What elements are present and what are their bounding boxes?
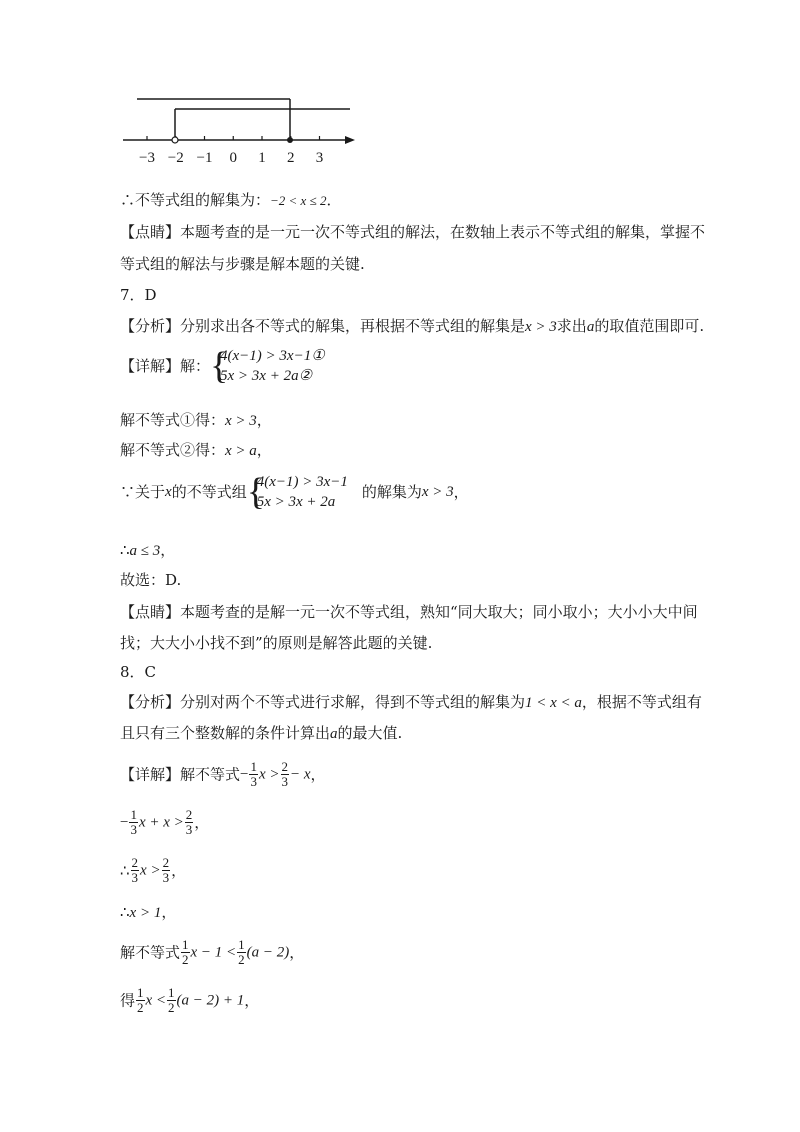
fraction: $\frac{1}{3}$	[250, 759, 257, 789]
line-detail-7: 【详解】解： { 4(x−1) > 3x−1① 5x > 3x + 2a②	[120, 345, 325, 387]
line-solution-set: ∴不等式组的解集为：−2 < x ≤ 2．	[120, 191, 342, 209]
axis-arrow	[345, 136, 355, 144]
fraction: $\frac{1}{3}$	[130, 807, 137, 837]
line-key-point-2: 【点睛】本题考查的是解一元一次不等式组，熟知“同大取大；同小取小；大小小大中间	[120, 603, 698, 621]
fraction: $\frac{2}{3}$	[185, 807, 193, 837]
line-step-8-2: ∴ $\frac{2}{3}$ x > $\frac{2}{3}$ ，	[120, 855, 187, 885]
line-because: ∵关于x的不等式组 { 4(x−1) > 3x−1 5x > 3x + 2a 的解集为x > 3，	[120, 471, 469, 513]
line-step-8-4: 解不等式 $\frac{1}{2}$ x − 1 < $\frac{1}{2}$ (a − 2)，	[120, 937, 305, 967]
inequality-system-1: { 4(x−1) > 3x−1① 5x > 3x + 2a②	[210, 345, 325, 387]
tick-label: 3	[315, 150, 324, 166]
line-key-point-1-cont: 等式组的解法与步骤是解本题的关键.	[120, 255, 365, 273]
open-point-minus-2	[172, 137, 178, 143]
answer-7: 7．D	[120, 286, 157, 304]
line-detail-8: 【详解】解不等式− $\frac{1}{3}$ x > $\frac{2}{3}$ − x，	[120, 759, 326, 789]
line-analysis-8: 【分析】分别对两个不等式进行求解，得到不等式组的解集为1 < x < a，根据不等式组有	[120, 693, 702, 711]
line-analysis-8-cont: 且只有三个整数解的条件计算出a的最大值.	[120, 724, 403, 742]
number-line-figure	[115, 88, 365, 170]
fraction: $\frac{1}{2}$	[238, 937, 245, 967]
line-therefore-a: ∴a ≤ 3，	[120, 541, 176, 559]
line-step-8-5: 得 $\frac{1}{2}$ x < $\frac{1}{2}$ (a − 2) + 1，	[120, 985, 260, 1015]
tick-label: 0	[229, 150, 237, 166]
line-solve-ineq-2: 解不等式②得：x > a，	[120, 441, 272, 459]
line-key-point-2-cont: 找；大大小小找不到”的原则是解答此题的关键.	[120, 634, 433, 652]
tick-label: −3	[139, 150, 155, 166]
tick-label: −2	[167, 150, 184, 166]
tick-label: −1	[196, 150, 213, 166]
fraction: $\frac{1}{2}$	[182, 937, 189, 967]
fraction: $\frac{2}{3}$	[162, 855, 170, 885]
answer-8: 8．C	[120, 663, 157, 681]
fraction: $\frac{1}{2}$	[168, 985, 175, 1015]
tick-label: 1	[258, 150, 266, 166]
fraction: $\frac{1}{2}$	[137, 985, 144, 1015]
fraction: $\frac{2}{3}$	[281, 759, 289, 789]
line-key-point-1: 【点睛】本题考查的是一元一次不等式组的解法，在数轴上表示不等式组的解集，掌握不	[120, 223, 706, 241]
closed-point-2	[287, 137, 293, 143]
fraction: $\frac{2}{3}$	[131, 855, 139, 885]
tick-label: 2	[287, 150, 295, 166]
line-solve-ineq-1: 解不等式①得：x > 3，	[120, 411, 272, 429]
line-analysis-7: 【分析】分别求出各不等式的解集，再根据不等式组的解集是x > 3求出a的取值范围即可.	[120, 317, 705, 335]
line-choice-7: 故选：D.	[120, 571, 182, 589]
line-step-8-1: − $\frac{1}{3}$ x + x > $\frac{2}{3}$ ，	[120, 807, 210, 837]
inequality-system-2: { 4(x−1) > 3x−1 5x > 3x + 2a	[246, 471, 348, 513]
line-step-8-3: ∴x > 1，	[120, 903, 177, 921]
